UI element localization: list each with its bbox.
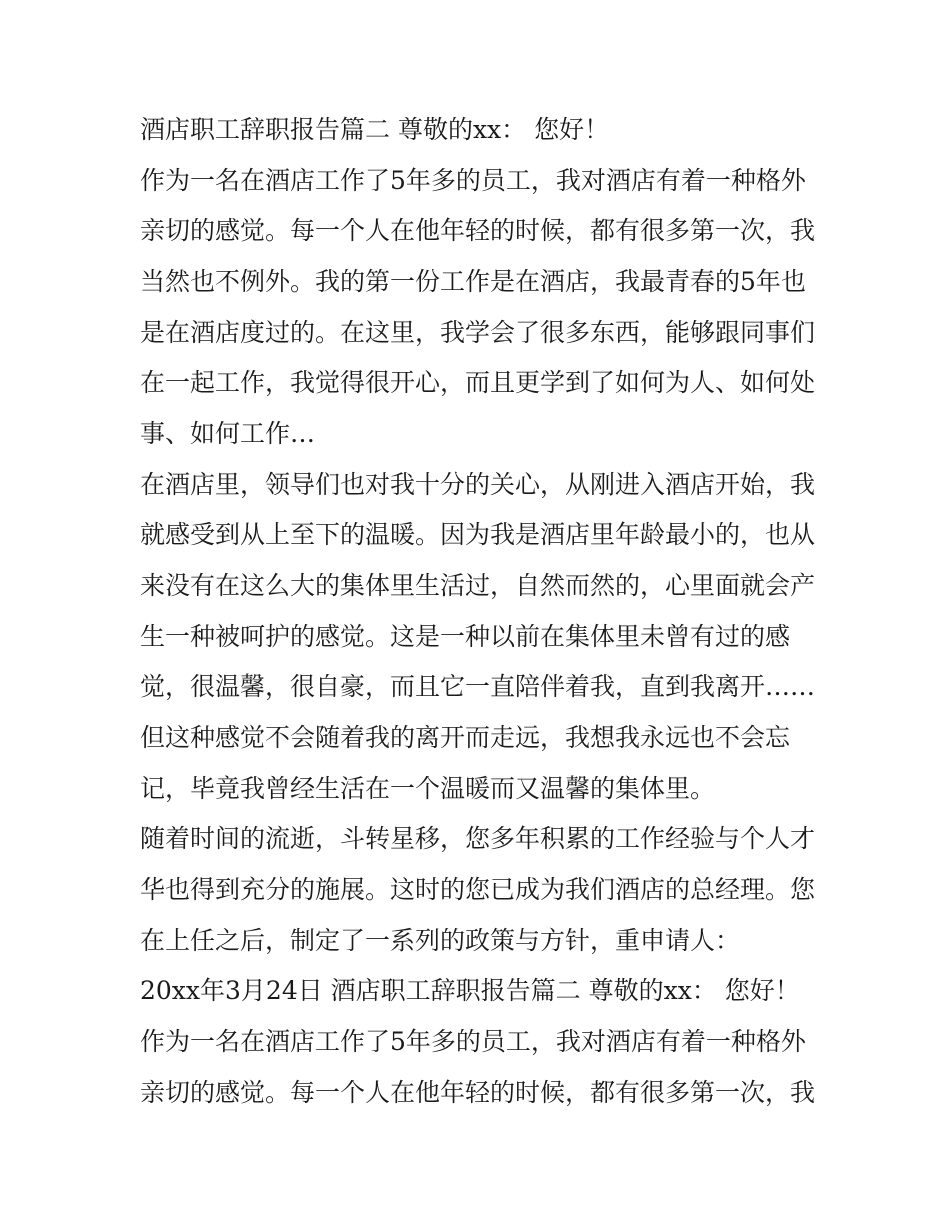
text-line: 酒店职工辞职报告篇二 尊敬的xx： 您好！ (140, 115, 610, 144)
text-line: 来没有在这么大的集体里生活过，自然而然的，心里面就会产 (140, 571, 816, 600)
text-line: 在酒店里，领导们也对我十分的关心，从刚进入酒店开始，我 (140, 470, 816, 499)
text-line: 但这种感觉不会随着我的离开而走远，我想我永远也不会忘 (140, 723, 791, 752)
text-line: 在一起工作，我觉得很开心，而且更学到了如何为人、如何处 (140, 368, 816, 397)
text-line: 事、如何工作… (140, 419, 316, 448)
text-line: 当然也不例外。我的第一份工作是在酒店，我最青春的5年也 (140, 267, 806, 296)
text-line: 作为一名在酒店工作了5年多的员工，我对酒店有着一种格外 (140, 166, 806, 195)
text-line: 在上任之后，制定了一系列的政策与方针，重申请人： (140, 926, 741, 955)
text-line: 作为一名在酒店工作了5年多的员工，我对酒店有着一种格外 (140, 1027, 806, 1056)
text-line: 记，毕竟我曾经生活在一个温暖而又温馨的集体里。 (140, 774, 716, 803)
text-line: 亲切的感觉。每一个人在他年轻的时候，都有很多第一次，我 (140, 216, 816, 245)
text-line: 华也得到充分的施展。这时的您已成为我们酒店的总经理。您 (140, 875, 816, 904)
text-line: 20xx年3月24日 酒店职工辞职报告篇二 尊敬的xx： 您好！ (140, 976, 800, 1005)
text-line: 亲切的感觉。每一个人在他年轻的时候，都有很多第一次，我 (140, 1078, 816, 1107)
text-line: 觉，很温馨，很自豪，而且它一直陪伴着我，直到我离开…… (140, 672, 816, 701)
text-line: 是在酒店度过的。在这里，我学会了很多东西，能够跟同事们 (140, 318, 816, 347)
text-line: 就感受到从上至下的温暖。因为我是酒店里年龄最小的，也从 (140, 520, 816, 549)
text-line: 生一种被呵护的感觉。这是一种以前在集体里未曾有过的感 (140, 622, 791, 651)
text-line: 随着时间的流逝，斗转星移，您多年积累的工作经验与个人才 (140, 824, 816, 853)
